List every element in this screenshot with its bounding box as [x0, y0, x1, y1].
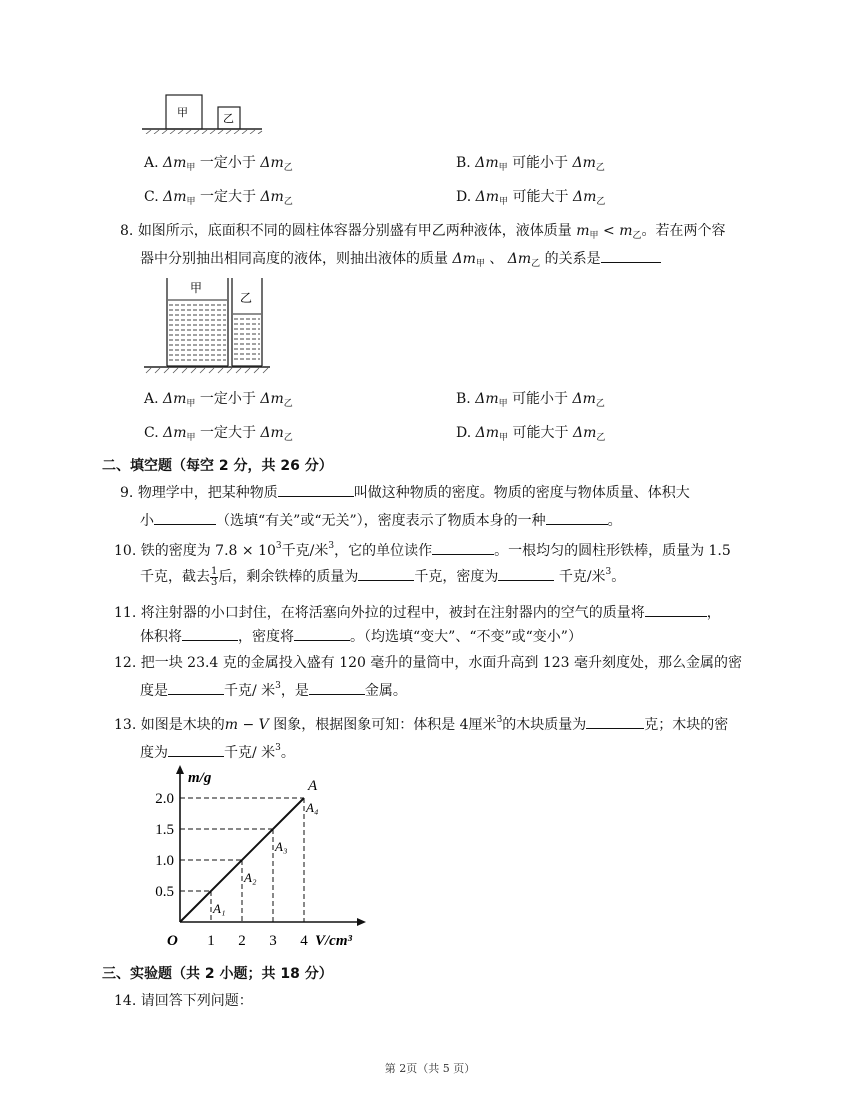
q12-blank-1[interactable] — [168, 682, 224, 695]
x-tick-label: 3 — [269, 933, 277, 949]
section-2-title: 二、填空题（每空 2 分，共 26 分） — [102, 458, 333, 474]
q7-fig-jia: 甲 — [177, 106, 188, 119]
q11-blank-3[interactable] — [294, 628, 350, 641]
x-axis-label: V/cm³ — [315, 933, 352, 949]
q9-line-1: 9. 物理学中，把某种物质 叫做这种物质的密度。物质的密度与物体质量、体积大 — [120, 485, 690, 501]
q11-blank-1[interactable] — [645, 604, 707, 617]
x-tick-label: 2 — [238, 933, 246, 949]
y-tick-label: 1.5 — [155, 822, 174, 838]
q8-option-a: A. $\Delta m_甲$ 一定小于 $\Delta m_乙$ — [144, 391, 293, 409]
section-3-title: 三、实验题（共 2 小题；共 18 分） — [102, 966, 333, 982]
q11-blank-2[interactable] — [182, 628, 238, 641]
q10-blank-2[interactable] — [358, 568, 414, 581]
q8-option-d: D. $\Delta m_甲$ 可能大于 $\Delta m_乙$ — [456, 425, 606, 443]
point-label: A₃ — [275, 839, 288, 854]
end-point-label: A — [308, 778, 318, 794]
q7-option-d: D. $\Delta m_甲$ 可能大于 $\Delta m_乙$ — [456, 189, 606, 207]
x-axis-arrow — [357, 918, 366, 926]
q13-line-2: 度为 千克/ 米$^3$。 — [140, 743, 295, 761]
q10-line-2: 千克，截去 $\frac{1}{3}$ 后，剩余铁棒的质量为 千克，密度为 千克/米$^3$。 — [140, 565, 626, 588]
x-tick-label: 4 — [300, 933, 308, 949]
q7-fig-yi: 乙 — [223, 112, 234, 125]
page-footer: 第 2页（共 5 页） — [384, 1062, 476, 1075]
q8-line-1: 8. 如图所示，底面积不同的圆柱体容器分别盛有甲乙两种液体，液体质量 $m_甲 < m_乙$。若在两个容 — [120, 223, 726, 241]
point-label: A₄ — [306, 800, 319, 815]
q8-line-2: 器中分别抽出相同高度的液体，则抽出液体的质量 $\Delta m_甲$ 、 $\Delta m_乙$ 的关系是 — [140, 248, 661, 269]
mass-volume-chart — [140, 762, 370, 952]
y-tick-label: 2.0 — [155, 791, 174, 807]
q13-blank-2[interactable] — [168, 744, 224, 757]
q10-blank-3[interactable] — [498, 568, 554, 581]
q12-blank-2[interactable] — [309, 682, 365, 695]
y-tick-label: 1.0 — [155, 853, 174, 869]
q7-option-c: C. $\Delta m_甲$ 一定大于 $\Delta m_乙$ — [144, 189, 293, 207]
q8-option-b: B. $\Delta m_甲$ 可能小于 $\Delta m_乙$ — [456, 391, 605, 409]
q10-blank-1[interactable] — [432, 542, 494, 555]
q9-blank-3[interactable] — [546, 512, 608, 525]
q12-line-1: 12. 把一块 23.4 克的金属投入盛有 120 毫升的量筒中，水面升高到 123 毫升刻度处，那么金属的密 — [114, 655, 743, 671]
q11-line-1: 11. 将注射器的小口封住，在将活塞向外拉的过程中，被封在注射器内的空气的质量将 ， — [114, 605, 721, 621]
q7-figure — [140, 92, 265, 134]
q13-blank-1[interactable] — [586, 716, 644, 729]
q13-line-1: 13. 如图是木块的m − V 图象，根据图象可知：体积是 4厘米$^3$的木块质量为 克；木块的密 — [114, 715, 729, 733]
q8-fig-yi: 乙 — [240, 291, 253, 305]
q8-option-c: C. $\Delta m_甲$ 一定大于 $\Delta m_乙$ — [144, 425, 293, 443]
origin-label: O — [167, 933, 178, 949]
q14-line: 14. 请回答下列问题： — [114, 993, 253, 1009]
y-axis-label: m/g — [188, 770, 212, 786]
point-label: A₁ — [213, 901, 226, 916]
q10-fraction: $\frac{1}{3}$ — [211, 565, 218, 588]
q10-line-1: 10. 铁的密度为 $7.8 \times 10^3$千克/米$^3$，它的单位读作 。一根均匀的圆柱形铁棒，质量为 1.5 — [114, 541, 731, 559]
q7-option-a-text: 一定小于 — [199, 155, 256, 171]
q9-blank-2[interactable] — [154, 512, 216, 525]
q7-option-b: B. $\Delta m_甲$ 可能小于 $\Delta m_乙$ — [456, 155, 605, 173]
q8-fig-jia: 甲 — [190, 281, 203, 295]
y-axis-arrow — [176, 765, 184, 774]
q11-line-2: 体积将 ，密度将 。（均选填“变大”、“不变”或“变小”） — [140, 629, 582, 645]
point-label: A₂ — [244, 870, 257, 885]
q8-answer-blank[interactable] — [601, 250, 661, 263]
q7-option-a: A. $\Delta m_甲$ 一定小于 $\Delta m_乙$ — [144, 155, 293, 173]
q9-blank-1[interactable] — [278, 484, 354, 497]
x-tick-label: 1 — [207, 933, 215, 949]
q8-figure — [140, 272, 272, 376]
q12-line-2: 度是 千克/ 米$^3$，是 金属。 — [140, 681, 407, 699]
q9-line-2: 小 （选填“有关”或“无关”），密度表示了物质本身的一种 。 — [140, 513, 622, 529]
y-tick-label: 0.5 — [155, 884, 174, 900]
